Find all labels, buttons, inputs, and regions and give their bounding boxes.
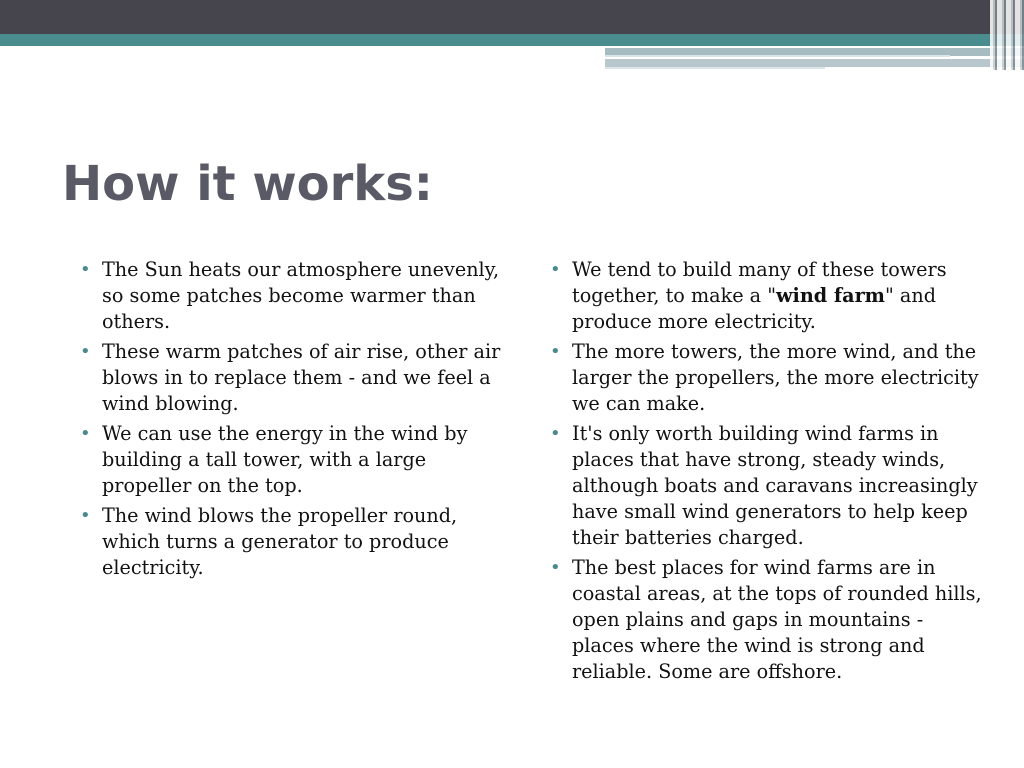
bullet-item [542,555,982,685]
bullet-text-part: " and produce more electricity. [572,284,936,333]
bullet-icon: • [550,259,561,280]
bullet-item [72,339,504,417]
bullet-text: The wind blows the propeller round, which turns a generator to produce electricity. [102,504,458,579]
left-bullet-list [72,257,504,585]
bullet-item [72,503,504,581]
bullet-icon: • [550,557,561,578]
bold-term: wind farm [776,284,885,307]
slide-title: How it works: [62,156,433,212]
header-dark-band [0,0,1024,34]
bullet-text: The Sun heats our atmosphere unevenly, so some patches become warmer than others. [102,258,500,333]
bullet-text: The best places for wind farms are in coastal areas, at the tops of rounded hills, open plains and gaps in mountains - places where the wind is strong and reliable. Some are offshore. [572,556,982,683]
bullet-text: These warm patches of air rise, other air blows in to replace them - and we feel a wind blowing. [102,340,501,415]
bullet-icon: • [80,341,91,362]
bullet-text: The more towers, the more wind, and the larger the propellers, the more electricity we can make. [572,340,979,415]
bullet-text: It's only worth building wind farms in places that have strong, steady winds, although boats and caravans increasingly have small wind generators to help keep their batteries charged. [572,422,978,549]
bullet-icon: • [80,259,91,280]
header-accent-line [605,67,825,69]
bullet-text: We can use the energy in the wind by building a tall tower, with a large propeller on the top. [102,422,468,497]
header-stripes-decoration [990,0,1024,70]
bullet-icon: • [550,423,561,444]
bullet-icon: • [80,423,91,444]
right-bullet-list [542,257,982,689]
bullet-text-part: We tend to build many of these towers together, to make a " [572,258,947,307]
bullet-item [72,257,504,335]
bullet-item [542,339,982,417]
header-teal-band [0,34,1024,46]
bullet-text [572,258,947,333]
bullet-item [542,257,982,335]
header-accent-bar [605,59,1024,67]
bullet-icon: • [550,341,561,362]
header-accent-line [605,55,950,57]
bullet-item [542,421,982,551]
bullet-icon: • [80,505,91,526]
bullet-item [72,421,504,499]
